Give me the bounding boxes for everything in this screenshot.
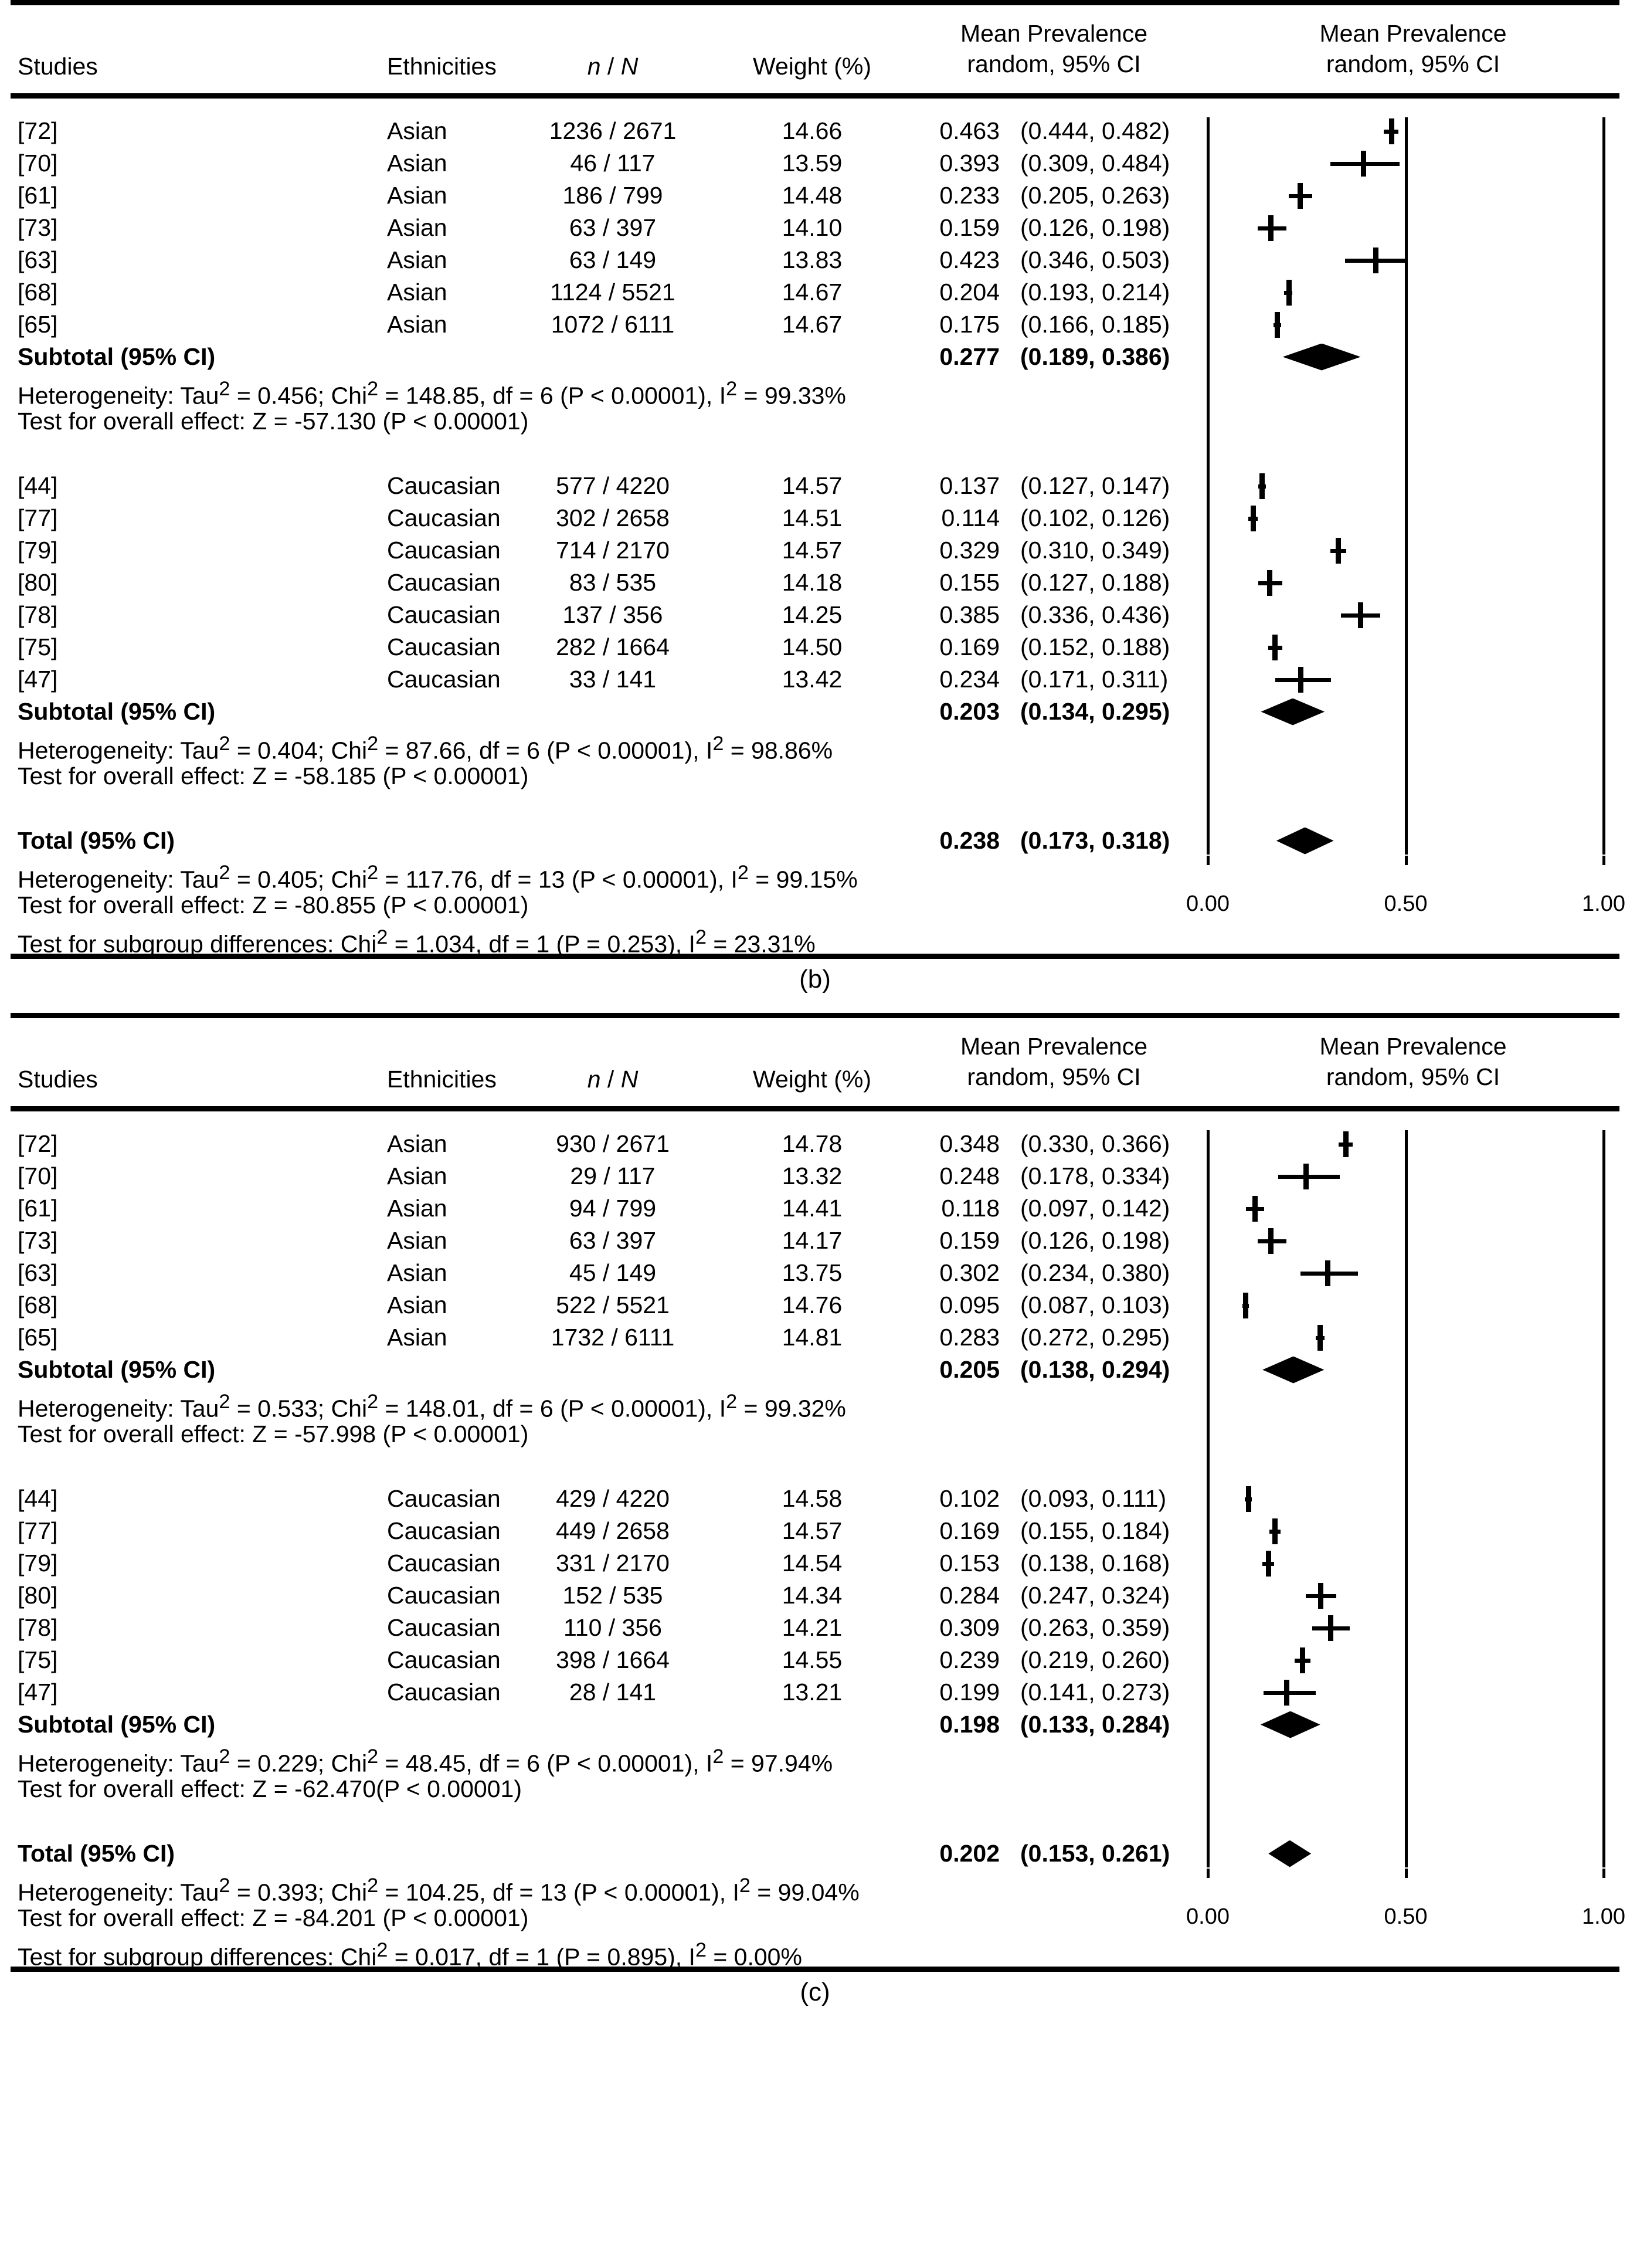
- heterogeneity-text: Heterogeneity: Tau$^2$ = 0.404; Chi$^2$ = 87.66, df = 6 (P < 0.00001), $I^2 = 98.86\%$: [18, 733, 833, 764]
- overall-effect-text: Test for overall effect: Z = -57.998 (P < 0.00001): [18, 1421, 529, 1447]
- ci-value: (0.247, 0.324): [1020, 1582, 1170, 1609]
- top-rule: [11, 1013, 1619, 1018]
- weight-value: 14.50: [782, 633, 843, 660]
- ethnicity-label: Caucasian: [387, 537, 501, 564]
- ci-value: (0.155, 0.184): [1020, 1517, 1170, 1544]
- table-row: [0, 1579, 1630, 1612]
- ethnicity-label: Asian: [387, 117, 447, 144]
- study-label: [73]: [18, 214, 58, 241]
- ethnicity-label: Asian: [387, 1324, 447, 1351]
- n-over-N-value: 46 / 117: [570, 150, 656, 177]
- table-row: [0, 1612, 1630, 1644]
- subgroup-difference-text: Test for subgroup differences: Chi$^2$ = 0.017, df = 1 (P = 0.895), $I^2 = 0.00\%$: [18, 1939, 802, 1971]
- n-over-N-value: 152 / 535: [562, 1582, 663, 1609]
- ethnicity-label: Caucasian: [387, 1646, 501, 1673]
- ci-value: (0.152, 0.188): [1020, 633, 1170, 660]
- overall-effect-text: Test for overall effect: Z = -62.470(P < 0.00001): [18, 1775, 522, 1802]
- n-over-N-value: 63 / 397: [569, 1227, 657, 1254]
- column-header-n-over-N: n / N: [587, 53, 639, 80]
- table-row: [0, 147, 1630, 179]
- mean-value: 0.137: [939, 472, 1000, 499]
- table-row: [0, 1225, 1630, 1257]
- mean-value: 0.118: [941, 1195, 1000, 1222]
- mean-value: 0.283: [939, 1324, 1000, 1351]
- n-over-N-value: 522 / 5521: [556, 1291, 670, 1318]
- axis-tick-label: 1.00: [1582, 1904, 1625, 1929]
- n-over-N-value: 449 / 2658: [556, 1517, 670, 1544]
- ci-value: (0.346, 0.503): [1020, 246, 1170, 273]
- study-label: [78]: [18, 601, 58, 628]
- column-header-weight: Weight (%): [752, 53, 872, 80]
- n-over-N-value: 63 / 397: [569, 214, 657, 241]
- study-label: [68]: [18, 1291, 58, 1318]
- ci-value: (0.087, 0.103): [1020, 1291, 1170, 1318]
- study-label: [72]: [18, 1130, 58, 1157]
- mean-value: 0.114: [941, 504, 1000, 531]
- weight-value: 14.41: [782, 1195, 843, 1222]
- total-label: Total (95% CI): [18, 827, 175, 854]
- forest-panel-c: [0, 1013, 1630, 2013]
- ci-value: (0.272, 0.295): [1020, 1324, 1170, 1351]
- study-label: [63]: [18, 1259, 58, 1286]
- weight-value: 13.42: [782, 666, 843, 693]
- table-row: [0, 1934, 1630, 1971]
- mean-value: 0.393: [939, 150, 1000, 177]
- subgroup-difference-text: Test for subgroup differences: Chi$^2$ = 1.034, df = 1 (P = 0.253), $I^2 = 23.31\%$: [18, 926, 816, 958]
- table-row: [0, 534, 1630, 567]
- ethnicity-label: Asian: [387, 1195, 447, 1222]
- mean-value: 0.233: [939, 182, 1000, 209]
- study-label: [77]: [18, 1517, 58, 1544]
- ethnicity-label: Asian: [387, 1227, 447, 1254]
- table-row: [0, 1289, 1630, 1321]
- n-over-N-value: 63 / 149: [569, 246, 657, 273]
- table-row: [0, 212, 1630, 244]
- subtotal-mean: 0.205: [939, 1356, 1000, 1383]
- weight-value: 14.21: [782, 1614, 843, 1641]
- ci-value: (0.166, 0.185): [1020, 311, 1170, 338]
- ci-value: (0.126, 0.198): [1020, 214, 1170, 241]
- n-over-N-value: 186 / 799: [562, 182, 663, 209]
- subtotal-mean: 0.277: [939, 343, 1000, 370]
- n-over-N-value: 83 / 535: [569, 569, 657, 596]
- overall-effect-text: Test for overall effect: Z = -58.185 (P < 0.00001): [18, 762, 529, 789]
- column-header-mean-prevalence: Mean Prevalence random, 95% CI: [960, 20, 1148, 77]
- study-label: [73]: [18, 1227, 58, 1254]
- mean-value: 0.284: [939, 1582, 1000, 1609]
- n-over-N-value: 1124 / 5521: [550, 279, 675, 306]
- study-label: [65]: [18, 311, 58, 338]
- ci-value: (0.336, 0.436): [1020, 601, 1170, 628]
- total-mean: 0.202: [939, 1840, 1000, 1867]
- subtotal-mean: 0.198: [939, 1711, 1000, 1738]
- table-row: [0, 760, 1630, 792]
- ci-value: (0.205, 0.263): [1020, 182, 1170, 209]
- table-row: [0, 921, 1630, 958]
- table-row: [0, 663, 1630, 696]
- weight-value: 14.58: [782, 1485, 843, 1512]
- ethnicity-label: Caucasian: [387, 1614, 501, 1641]
- mean-value: 0.204: [939, 279, 1000, 306]
- table-row: [0, 405, 1630, 438]
- ethnicity-label: Caucasian: [387, 1582, 501, 1609]
- study-label: [72]: [18, 117, 58, 144]
- weight-value: 13.75: [782, 1259, 843, 1286]
- table-row: [0, 1902, 1630, 1934]
- weight-value: 14.67: [782, 279, 843, 306]
- ethnicity-label: Caucasian: [387, 1679, 501, 1706]
- header-rule: [11, 93, 1619, 99]
- mean-value: 0.309: [939, 1614, 1000, 1641]
- mean-value: 0.385: [939, 601, 1000, 628]
- study-label: [61]: [18, 1195, 58, 1222]
- table-row: [0, 1257, 1630, 1289]
- ci-value: (0.193, 0.214): [1020, 279, 1170, 306]
- weight-value: 14.55: [782, 1646, 843, 1673]
- weight-value: 14.81: [782, 1324, 843, 1351]
- mean-value: 0.159: [939, 214, 1000, 241]
- study-label: [44]: [18, 1485, 58, 1512]
- table-row: [0, 1128, 1630, 1160]
- column-header-plot-mean-prevalence: Mean Prevalence random, 95% CI: [1319, 20, 1507, 77]
- ci-value: (0.310, 0.349): [1020, 537, 1170, 564]
- overall-effect-text: Test for overall effect: Z = -57.130 (P < 0.00001): [18, 408, 529, 435]
- n-over-N-value: 930 / 2671: [556, 1130, 670, 1157]
- weight-value: 14.78: [782, 1130, 843, 1157]
- study-label: [75]: [18, 1646, 58, 1673]
- table-row: [0, 1483, 1630, 1515]
- table-row: [0, 1354, 1630, 1386]
- mean-value: 0.159: [939, 1227, 1000, 1254]
- mean-value: 0.095: [939, 1291, 1000, 1318]
- top-rule: [11, 0, 1619, 5]
- table-row: [0, 631, 1630, 663]
- weight-value: 13.83: [782, 246, 843, 273]
- table-row: [0, 1838, 1630, 1870]
- table-row: [0, 470, 1630, 502]
- header-rule: [11, 1106, 1619, 1111]
- mean-value: 0.155: [939, 569, 1000, 596]
- ethnicity-label: Caucasian: [387, 1485, 501, 1512]
- table-row: [0, 244, 1630, 276]
- column-header-n-over-N: n / N: [587, 1066, 639, 1093]
- n-over-N-value: 714 / 2170: [556, 537, 670, 564]
- subtotal-ci: (0.189, 0.386): [1020, 343, 1170, 370]
- n-over-N-value: 1236 / 2671: [549, 117, 677, 144]
- forest-panel-b: [0, 0, 1630, 1000]
- study-label: [61]: [18, 182, 58, 209]
- total-heterogeneity-text: Heterogeneity: Tau$^2$ = 0.405; Chi$^2$ = 117.76, df = 13 (P < 0.00001), $I^2 = 99.15\%$: [18, 862, 858, 893]
- mean-value: 0.199: [939, 1679, 1000, 1706]
- ci-value: (0.263, 0.359): [1020, 1614, 1170, 1641]
- n-over-N-value: 110 / 356: [563, 1614, 662, 1641]
- column-header-studies: Studies: [18, 53, 98, 80]
- ci-value: (0.097, 0.142): [1020, 1195, 1170, 1222]
- ci-value: (0.127, 0.188): [1020, 569, 1170, 596]
- study-label: [44]: [18, 472, 58, 499]
- subtotal-label: Subtotal (95% CI): [18, 343, 216, 370]
- total-ci: (0.153, 0.261): [1020, 1840, 1170, 1867]
- ethnicity-label: Caucasian: [387, 633, 501, 660]
- n-over-N-value: 28 / 141: [569, 1679, 657, 1706]
- ethnicity-label: Asian: [387, 150, 447, 177]
- weight-value: 13.32: [782, 1162, 843, 1189]
- ethnicity-label: Asian: [387, 246, 447, 273]
- subtotal-label: Subtotal (95% CI): [18, 698, 216, 725]
- table-row: [0, 1160, 1630, 1192]
- ethnicity-label: Caucasian: [387, 1550, 501, 1577]
- total-heterogeneity-text: Heterogeneity: Tau$^2$ = 0.393; Chi$^2$ = 104.25, df = 13 (P < 0.00001), $I^2 = 99.04\%$: [18, 1874, 860, 1906]
- weight-value: 14.17: [782, 1227, 843, 1254]
- heterogeneity-text: Heterogeneity: Tau$^2$ = 0.456; Chi$^2$ = 148.85, df = 6 (P < 0.00001), $I^2 = 99.33\%$: [18, 378, 846, 409]
- study-label: [70]: [18, 150, 58, 177]
- weight-value: 13.21: [782, 1679, 843, 1706]
- n-over-N-value: 282 / 1664: [556, 633, 670, 660]
- panel-caption: (c): [800, 1978, 830, 2006]
- ethnicity-label: Asian: [387, 1162, 447, 1189]
- ethnicity-label: Asian: [387, 214, 447, 241]
- table-row: [0, 341, 1630, 373]
- mean-value: 0.248: [939, 1162, 1000, 1189]
- axis-tick-label: 0.00: [1186, 1904, 1230, 1929]
- ethnicity-label: Asian: [387, 182, 447, 209]
- mean-value: 0.423: [939, 246, 1000, 273]
- ci-value: (0.127, 0.147): [1020, 472, 1170, 499]
- mean-value: 0.239: [939, 1646, 1000, 1673]
- table-row: [0, 1192, 1630, 1225]
- total-ci: (0.173, 0.318): [1020, 827, 1170, 854]
- ethnicity-label: Caucasian: [387, 666, 501, 693]
- heterogeneity-text: Heterogeneity: Tau$^2$ = 0.533; Chi$^2$ = 148.01, df = 6 (P < 0.00001), $I^2 = 99.32\%$: [18, 1391, 846, 1422]
- table-row: [0, 599, 1630, 631]
- weight-value: 14.57: [782, 472, 843, 499]
- table-row: [0, 728, 1630, 764]
- weight-value: 14.67: [782, 311, 843, 338]
- n-over-N-value: 398 / 1664: [556, 1646, 670, 1673]
- ci-value: (0.219, 0.260): [1020, 1646, 1170, 1673]
- study-label: [70]: [18, 1162, 58, 1189]
- weight-value: 14.76: [782, 1291, 843, 1318]
- mean-value: 0.169: [939, 633, 1000, 660]
- ci-value: (0.141, 0.273): [1020, 1679, 1170, 1706]
- ethnicity-label: Caucasian: [387, 504, 501, 531]
- mean-value: 0.234: [939, 666, 1000, 693]
- study-label: [78]: [18, 1614, 58, 1641]
- mean-value: 0.153: [939, 1550, 1000, 1577]
- weight-value: 14.10: [782, 214, 843, 241]
- forest-table-body: [0, 115, 1630, 958]
- total-label: Total (95% CI): [18, 1840, 175, 1867]
- total-mean: 0.238: [939, 827, 1000, 854]
- weight-value: 14.34: [782, 1582, 843, 1609]
- weight-value: 14.57: [782, 1517, 843, 1544]
- ci-value: (0.330, 0.366): [1020, 1130, 1170, 1157]
- study-label: [79]: [18, 1550, 58, 1577]
- study-label: [63]: [18, 246, 58, 273]
- ci-value: (0.178, 0.334): [1020, 1162, 1170, 1189]
- subtotal-label: Subtotal (95% CI): [18, 1356, 216, 1383]
- weight-value: 14.54: [782, 1550, 843, 1577]
- ci-value: (0.444, 0.482): [1020, 117, 1170, 144]
- n-over-N-value: 45 / 149: [569, 1259, 657, 1286]
- weight-value: 14.57: [782, 537, 843, 564]
- ethnicity-label: Asian: [387, 279, 447, 306]
- table-row: [0, 1805, 1630, 1838]
- column-header-weight: Weight (%): [752, 1066, 872, 1093]
- table-row: [0, 1418, 1630, 1450]
- ci-value: (0.234, 0.380): [1020, 1259, 1170, 1286]
- study-label: [68]: [18, 279, 58, 306]
- column-header-mean-prevalence: Mean Prevalence random, 95% CI: [960, 1033, 1148, 1090]
- table-row: [0, 373, 1630, 409]
- ci-value: (0.138, 0.168): [1020, 1550, 1170, 1577]
- weight-value: 14.25: [782, 601, 843, 628]
- table-header: [0, 1018, 1630, 1106]
- n-over-N-value: 33 / 141: [569, 666, 657, 693]
- ci-value: (0.126, 0.198): [1020, 1227, 1170, 1254]
- panel-caption: (b): [799, 965, 831, 994]
- column-header-studies: Studies: [18, 1066, 98, 1093]
- axis-tick-label: 0.00: [1186, 891, 1230, 916]
- table-row: [0, 1676, 1630, 1708]
- n-over-N-value: 302 / 2658: [556, 504, 670, 531]
- table-row: [0, 1547, 1630, 1579]
- table-row: [0, 1321, 1630, 1354]
- axis-tick-label: 1.00: [1582, 891, 1625, 916]
- n-over-N-value: 137 / 356: [562, 601, 663, 628]
- table-row: [0, 308, 1630, 341]
- subtotal-mean: 0.203: [939, 698, 1000, 725]
- table-row: [0, 1644, 1630, 1676]
- n-over-N-value: 29 / 117: [570, 1162, 656, 1189]
- n-over-N-value: 577 / 4220: [556, 472, 670, 499]
- weight-value: 14.18: [782, 569, 843, 596]
- study-label: [75]: [18, 633, 58, 660]
- table-row: [0, 1450, 1630, 1483]
- table-row: [0, 792, 1630, 825]
- mean-value: 0.169: [939, 1517, 1000, 1544]
- ethnicity-label: Asian: [387, 1259, 447, 1286]
- subtotal-label: Subtotal (95% CI): [18, 1711, 216, 1738]
- table-row: [0, 1773, 1630, 1805]
- study-label: [65]: [18, 1324, 58, 1351]
- column-header-ethnicities: Ethnicities: [387, 53, 497, 80]
- mean-value: 0.329: [939, 537, 1000, 564]
- study-label: [77]: [18, 504, 58, 531]
- table-header: [0, 5, 1630, 93]
- mean-value: 0.348: [939, 1130, 1000, 1157]
- table-row: [0, 889, 1630, 921]
- table-row: [0, 438, 1630, 470]
- weight-value: 14.48: [782, 182, 843, 209]
- table-row: [0, 502, 1630, 534]
- table-row: [0, 857, 1630, 893]
- n-over-N-value: 331 / 2170: [556, 1550, 670, 1577]
- study-label: [80]: [18, 569, 58, 596]
- ethnicity-label: Caucasian: [387, 601, 501, 628]
- ethnicity-label: Asian: [387, 311, 447, 338]
- ci-value: (0.102, 0.126): [1020, 504, 1170, 531]
- ethnicity-label: Asian: [387, 1291, 447, 1318]
- mean-value: 0.175: [939, 311, 1000, 338]
- column-header-plot-mean-prevalence: Mean Prevalence random, 95% CI: [1319, 1033, 1507, 1090]
- table-row: [0, 1741, 1630, 1777]
- ethnicity-label: Asian: [387, 1130, 447, 1157]
- n-over-N-value: 429 / 4220: [556, 1485, 670, 1512]
- total-overall-effect-text: Test for overall effect: Z = -80.855 (P < 0.00001): [18, 891, 529, 918]
- study-label: [47]: [18, 666, 58, 693]
- n-over-N-value: 94 / 799: [569, 1195, 657, 1222]
- weight-value: 14.66: [782, 117, 843, 144]
- mean-value: 0.463: [939, 117, 1000, 144]
- ci-value: (0.093, 0.111): [1020, 1485, 1167, 1512]
- axis-tick-label: 0.50: [1384, 891, 1428, 916]
- total-overall-effect-text: Test for overall effect: Z = -84.201 (P < 0.00001): [18, 1904, 529, 1931]
- table-row: [0, 1708, 1630, 1741]
- table-row: [0, 115, 1630, 147]
- table-row: [0, 567, 1630, 599]
- ethnicity-label: Caucasian: [387, 472, 501, 499]
- table-row: [0, 1386, 1630, 1422]
- weight-value: 13.59: [782, 150, 843, 177]
- table-row: [0, 1515, 1630, 1547]
- column-header-ethnicities: Ethnicities: [387, 1066, 497, 1093]
- n-over-N-value: 1072 / 6111: [551, 311, 675, 338]
- subtotal-ci: (0.134, 0.295): [1020, 698, 1170, 725]
- mean-value: 0.302: [939, 1259, 1000, 1286]
- study-label: [79]: [18, 537, 58, 564]
- table-row: [0, 696, 1630, 728]
- study-label: [47]: [18, 1679, 58, 1706]
- table-row: [0, 825, 1630, 857]
- subtotal-ci: (0.138, 0.294): [1020, 1356, 1170, 1383]
- ethnicity-label: Caucasian: [387, 569, 501, 596]
- weight-value: 14.51: [782, 504, 843, 531]
- subtotal-ci: (0.133, 0.284): [1020, 1711, 1170, 1738]
- study-label: [80]: [18, 1582, 58, 1609]
- axis-tick-label: 0.50: [1384, 1904, 1428, 1929]
- ethnicity-label: Caucasian: [387, 1517, 501, 1544]
- mean-value: 0.102: [939, 1485, 1000, 1512]
- ci-value: (0.171, 0.311): [1020, 666, 1169, 693]
- ci-value: (0.309, 0.484): [1020, 150, 1170, 177]
- heterogeneity-text: Heterogeneity: Tau$^2$ = 0.229; Chi$^2$ = 48.45, df = 6 (P < 0.00001), $I^2 = 97.94\%$: [18, 1745, 833, 1777]
- table-row: [0, 1870, 1630, 1906]
- forest-table-body: [0, 1128, 1630, 1971]
- n-over-N-value: 1732 / 6111: [551, 1324, 675, 1351]
- table-row: [0, 179, 1630, 212]
- table-row: [0, 276, 1630, 308]
